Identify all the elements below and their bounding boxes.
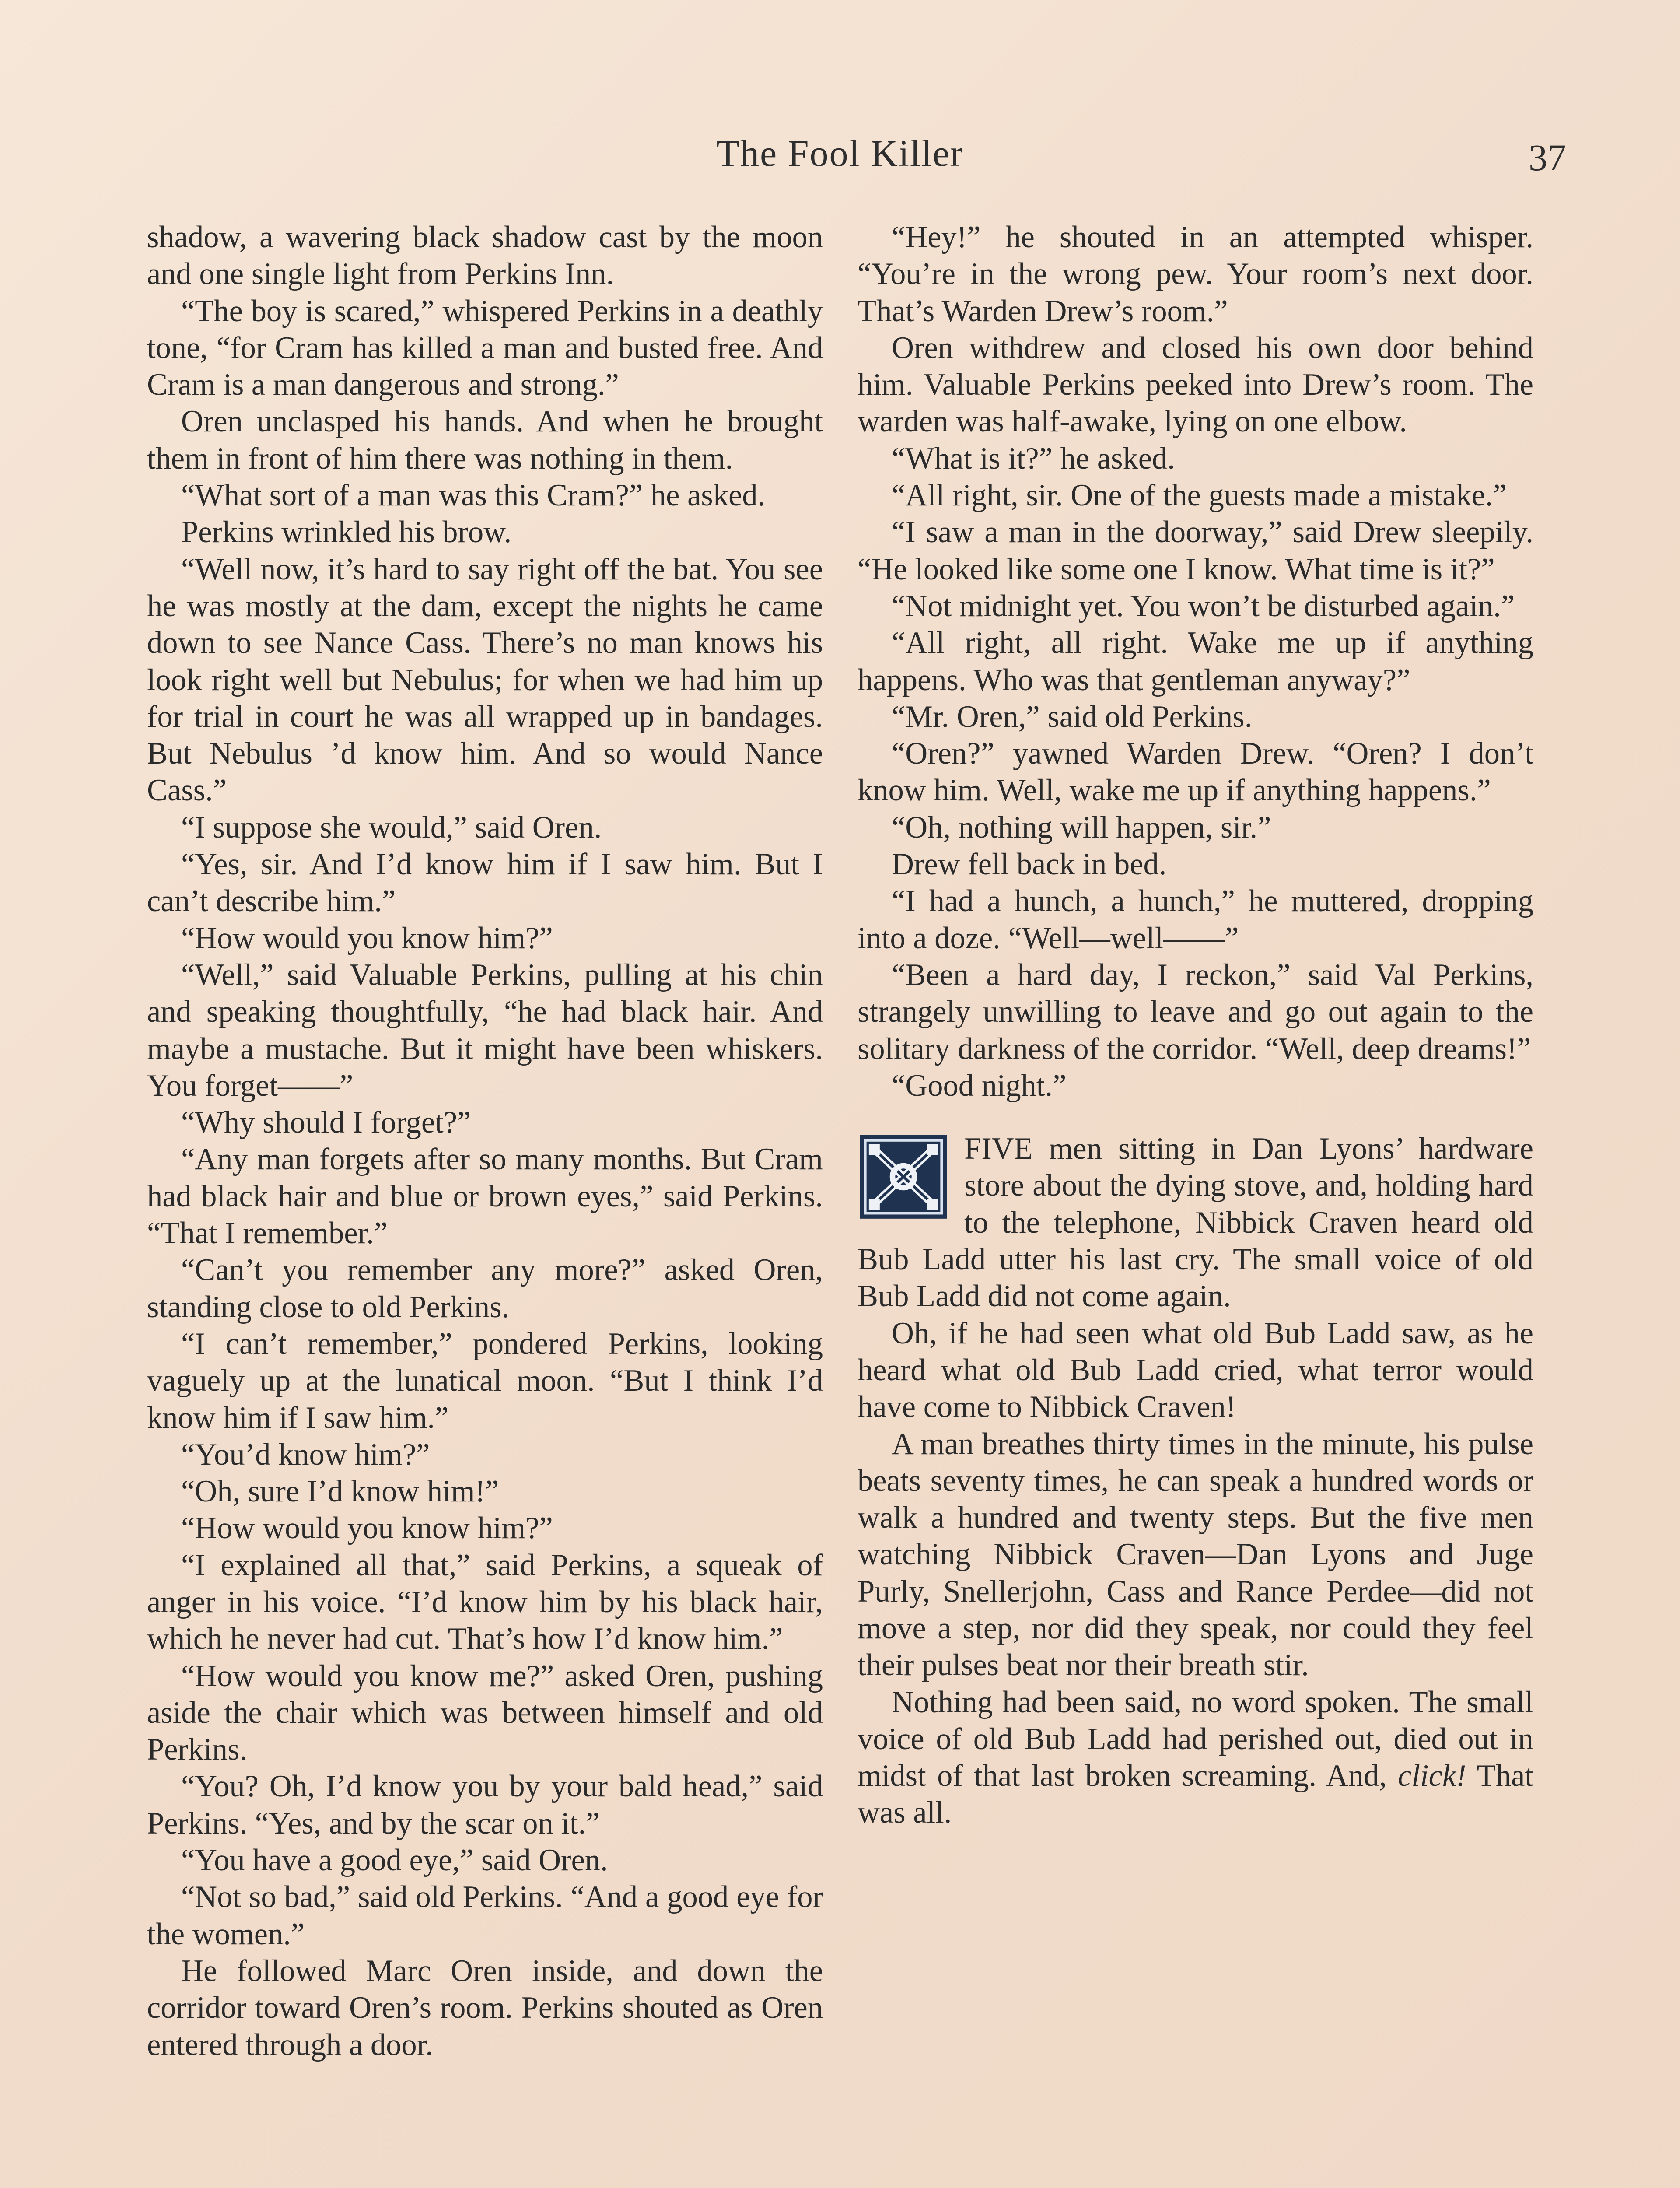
- final-tail-text: That was all.: [858, 1759, 1533, 1830]
- right-column: [858, 219, 1533, 1831]
- section-opening-paragraph: [858, 1130, 1533, 1315]
- paragraph: “Well now, it’s hard to say right off the bat. You see he was mostly at the dam, except the nights he came down to see Nance Cass. There’s no man knows his look right well but Nebulus; for when we had him up for trial in court he was all wrapped up in bandages. But Nebulus ’d know him. And so would Nance Cass.”: [147, 552, 823, 808]
- paragraph: “All right, sir. One of the guests made a mistake.”: [892, 478, 1507, 513]
- paragraph: “All right, all right. Wake me up if anything happens. Who was that gentleman anyway?”: [858, 626, 1533, 697]
- paragraph: “How would you know him?”: [181, 1511, 553, 1546]
- paragraph: “How would you know him?”: [181, 921, 553, 955]
- paragraph: “I suppose she would,” said Oren.: [181, 810, 602, 845]
- paragraph: “What sort of a man was this Cram?” he asked.: [181, 478, 766, 513]
- paragraph: “I explained all that,” said Perkins, a squeak of anger in his voice. “I’d know him by his black hair, which he never had cut. That’s how I’d know him.”: [147, 1548, 823, 1656]
- page-number: 37: [1529, 137, 1566, 179]
- paragraph-text: Oh, if he had seen what old Bub Ladd saw, as he heard what old Bub Ladd cried, what terror would have come to Nibbick Craven!: [858, 1316, 1533, 1424]
- section-opening-text: FIVE men sitting in Dan Lyons’ hardware store about the dying stove, and, holding hard to the telephone, Nibbick Craven heard old Bub Ladd utter his last cry. The small voice of old Bub Ladd did not come again.: [858, 1132, 1533, 1314]
- paragraph: “Mr. Oren,” said old Perkins.: [892, 699, 1253, 734]
- paragraph: Oren unclasped his hands. And when he brought them in front of him there was nothing in them.: [147, 404, 823, 476]
- paragraph-text: A man breathes thirty times in the minute, his pulse beats seventy times, he can speak a hundred words or walk a hundred and twenty steps. But the five men watching Nibbick Craven—Dan Lyons and Juge Purly, Snellerjohn, Cass and Rance Perdee—did not move a step, nor did they speak, nor could they feel their pulses beat nor their breath stir.: [858, 1427, 1533, 1683]
- paragraph: “The boy is scared,” whispered Perkins in a deathly tone, “for Cram has killed a man and busted free. And Cram is a man dangerous and strong.”: [147, 294, 823, 402]
- paragraph: Perkins wrinkled his brow.: [181, 515, 512, 550]
- paragraph: “Well,” said Valuable Perkins, pulling at his chin and speaking thoughtfully, “he had black hair. And maybe a mustache. But it might have been whiskers. You forget——”: [147, 957, 823, 1103]
- paragraph: “Not midnight yet. You won’t be disturbed again.”: [892, 589, 1515, 623]
- paragraph: “Oh, nothing will happen, sir.”: [892, 810, 1271, 845]
- paragraph: “Not so bad,” said old Perkins. “And a good eye for the women.”: [147, 1880, 823, 1951]
- running-title: The Fool Killer: [716, 132, 964, 174]
- paragraph: “What is it?” he asked.: [892, 441, 1175, 476]
- paragraph: “You have a good eye,” said Oren.: [181, 1843, 608, 1878]
- paragraph: “You’d know him?”: [181, 1437, 430, 1472]
- paragraph: “Hey!” he shouted in an attempted whisper. “You’re in the wrong pew. Your room’s next door. That’s Warden Drew’s room.”: [858, 220, 1533, 328]
- paragraph: “Any man forgets after so many months. But Cram had black hair and blue or brown eyes,” said Perkins. “That I remember.”: [147, 1142, 823, 1251]
- italic-click-word: click!: [1398, 1759, 1466, 1793]
- paragraph: “You? Oh, I’d know you by your bald head,” said Perkins. “Yes, and by the scar on it.”: [147, 1769, 823, 1841]
- celtic-knot-ornament-icon: [858, 1133, 949, 1220]
- paragraph: [858, 1426, 1533, 1684]
- paragraph: Drew fell back in bed.: [892, 847, 1167, 882]
- paragraph: He followed Marc Oren inside, and down the corridor toward Oren’s room. Perkins shouted as Oren entered through a door.: [147, 1953, 823, 2062]
- paragraph: “Can’t you remember any more?” asked Oren, standing close to old Perkins.: [147, 1253, 823, 1324]
- left-column: [147, 219, 823, 2063]
- paragraph: “Oh, sure I’d know him!”: [181, 1474, 499, 1509]
- paragraph: “I can’t remember,” pondered Perkins, looking vaguely up at the lunatical moon. “But I think I’d know him if I saw him.”: [147, 1326, 823, 1435]
- paragraph: [858, 1684, 1533, 1831]
- paragraph: shadow, a wavering black shadow cast by the moon and one single light from Perkins Inn.: [147, 220, 823, 291]
- paragraph: [858, 1315, 1533, 1426]
- paragraph: “How would you know me?” asked Oren, pushing aside the chair which was between himself and old Perkins.: [147, 1659, 823, 1767]
- paragraph: “Yes, sir. And I’d know him if I saw him. But I can’t describe him.”: [147, 847, 823, 919]
- paragraph-text: Nothing had been said, no word spoken. The small voice of old Bub Ladd had perished out, died out in midst of that last broken screaming. And,: [858, 1685, 1533, 1793]
- paragraph: “Been a hard day, I reckon,” said Val Perkins, strangely unwilling to leave and go out again to the solitary darkness of the corridor. “Well, deep dreams!”: [858, 957, 1533, 1066]
- paragraph: “Why should I forget?”: [181, 1105, 471, 1140]
- paragraph: “Oren?” yawned Warden Drew. “Oren? I don’t know him. Well, wake me up if anything happens.”: [858, 736, 1533, 808]
- paragraph: Oren withdrew and closed his own door behind him. Valuable Perkins peeked into Drew’s room. The warden was half-awake, lying on one elbow.: [858, 330, 1533, 439]
- paragraph: “I had a hunch, a hunch,” he muttered, dropping into a doze. “Well—well——”: [858, 884, 1533, 955]
- paragraph: “Good night.”: [892, 1068, 1067, 1103]
- paragraph: “I saw a man in the doorway,” said Drew sleepily. “He looked like some one I know. What time is it?”: [858, 515, 1533, 586]
